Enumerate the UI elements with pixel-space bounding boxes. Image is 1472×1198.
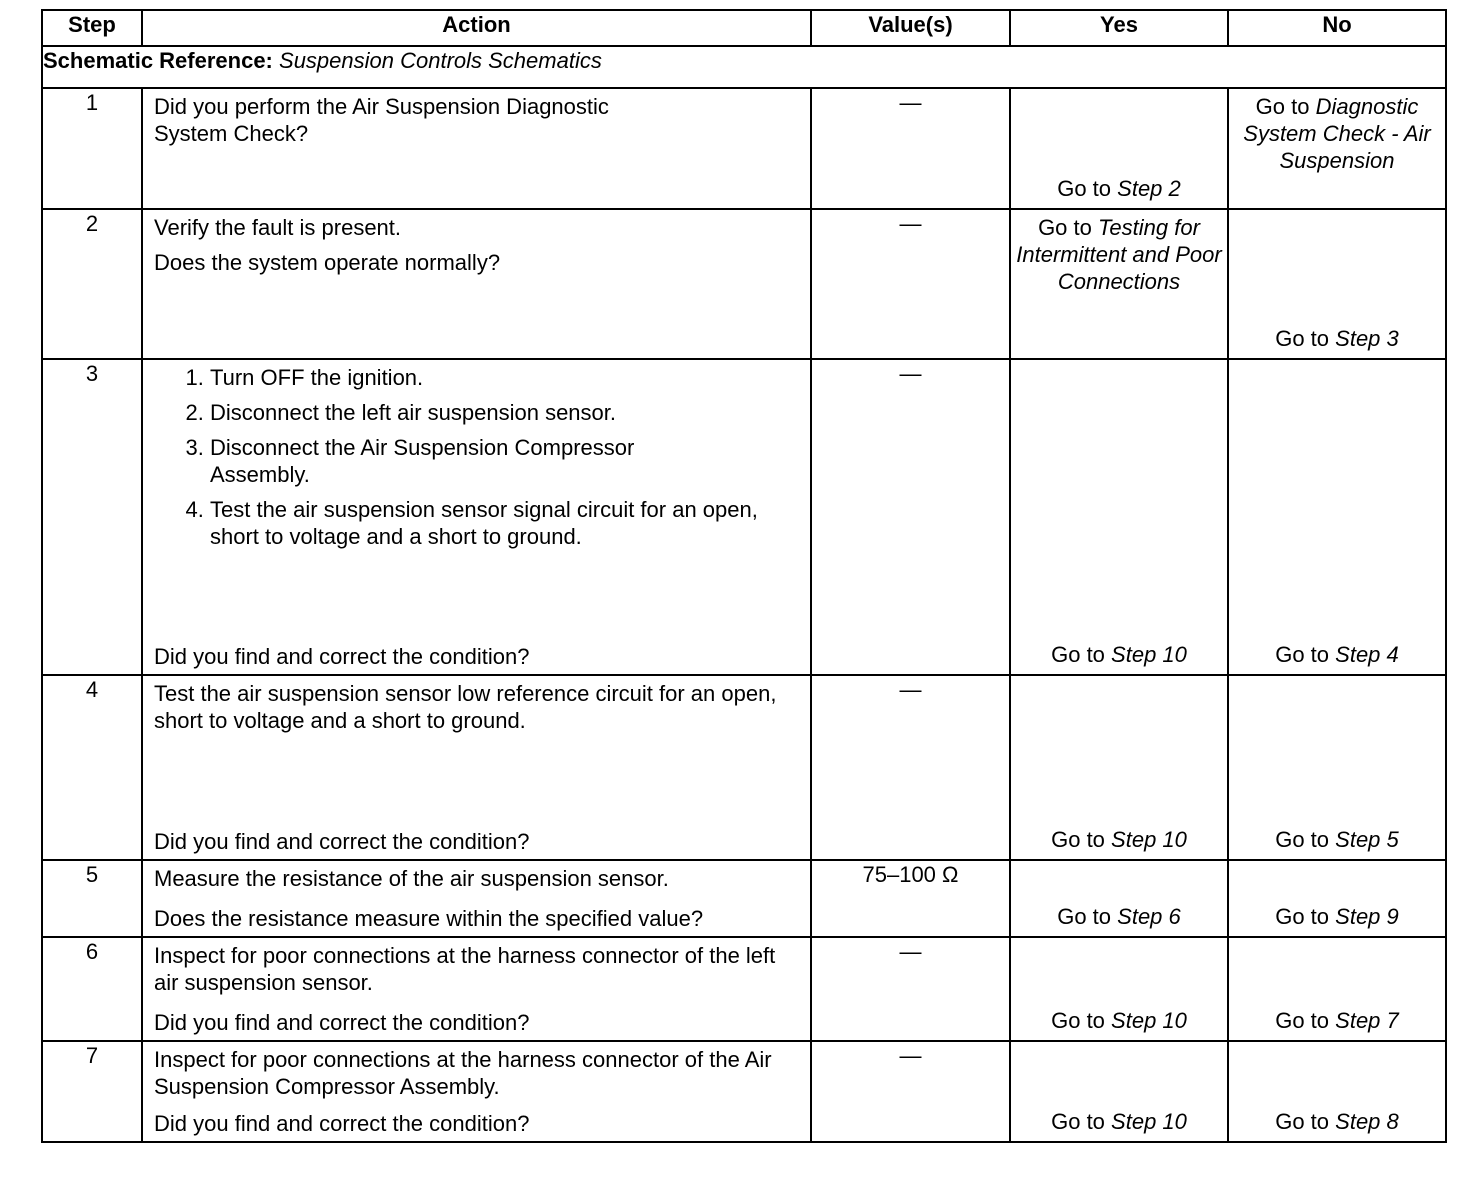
yes-target: Step 10 <box>1111 1008 1187 1033</box>
header-step: Step <box>42 10 142 46</box>
yes-result[interactable] <box>1015 214 1223 295</box>
no-result[interactable] <box>1233 93 1441 174</box>
table-row <box>42 209 1446 359</box>
action-question: Did you find and correct the condition? <box>154 1010 530 1035</box>
table-row <box>42 88 1446 209</box>
no-cell <box>1228 860 1446 937</box>
action-question: Did you find and correct the condition? <box>154 644 530 669</box>
header-no: No <box>1228 10 1446 46</box>
no-cell <box>1228 937 1446 1041</box>
no-result[interactable] <box>1233 1108 1441 1135</box>
no-target: Step 7 <box>1335 1008 1399 1033</box>
go-to-text: Go to <box>1057 176 1112 201</box>
no-cell <box>1228 359 1446 675</box>
value-cell: — <box>811 209 1010 359</box>
go-to-text: Go to <box>1275 1109 1330 1134</box>
no-result[interactable] <box>1233 1007 1441 1034</box>
action-text: Did you perform the Air Suspension Diagnostic System Check? <box>154 94 609 146</box>
action-text: Inspect for poor connections at the harness connector of the Air Suspension Compressor Assembly. <box>154 1047 772 1099</box>
schematic-reference-row <box>42 46 1446 88</box>
no-cell <box>1228 209 1446 359</box>
reference-label: Schematic Reference: <box>43 48 273 73</box>
yes-target: Step 10 <box>1111 642 1187 667</box>
schematic-reference <box>42 46 1446 88</box>
action-text: Inspect for poor connections at the harness connector of the left air suspension sensor. <box>154 943 776 995</box>
yes-target: Testing for Intermittent and Poor Connections <box>1016 215 1222 294</box>
go-to-text: Go to <box>1275 1008 1330 1033</box>
action-text: Measure the resistance of the air suspension sensor. <box>154 866 669 891</box>
action-question: Did you find and correct the condition? <box>154 1111 530 1136</box>
yes-cell <box>1010 1041 1228 1142</box>
table-row <box>42 675 1446 860</box>
yes-result[interactable] <box>1015 1108 1223 1135</box>
no-result[interactable] <box>1233 903 1441 930</box>
header-action: Action <box>142 10 811 46</box>
yes-result[interactable] <box>1015 826 1223 853</box>
go-to-text: Go to <box>1051 1109 1105 1134</box>
action-question: Does the system operate normally? <box>154 250 501 275</box>
go-to-text: Go to <box>1057 904 1112 929</box>
go-to-text: Go to <box>1255 94 1310 119</box>
table-row <box>42 860 1446 937</box>
step-number: 2 <box>42 209 142 359</box>
diagnostic-table <box>41 9 1447 1143</box>
no-result[interactable] <box>1233 641 1441 668</box>
step-number: 4 <box>42 675 142 860</box>
step-number: 6 <box>42 937 142 1041</box>
value-cell: — <box>811 1041 1010 1142</box>
action-question: Did you find and correct the condition? <box>154 829 530 854</box>
substep-list <box>154 364 800 558</box>
list-item: 4. Test the air suspension sensor signal circuit for an open, short to voltage and a short to ground. <box>185 497 758 549</box>
action-cell <box>142 359 811 675</box>
no-target: Step 8 <box>1335 1109 1399 1134</box>
no-cell <box>1228 88 1446 209</box>
go-to-text: Go to <box>1038 215 1092 240</box>
no-result[interactable] <box>1233 325 1441 352</box>
action-cell <box>142 860 811 937</box>
list-item: 2. Disconnect the left air suspension sensor. <box>185 400 617 425</box>
yes-result[interactable] <box>1015 175 1223 202</box>
header-values: Value(s) <box>811 10 1010 46</box>
table-row <box>42 937 1446 1041</box>
yes-target: Step 2 <box>1117 176 1181 201</box>
header-row <box>42 10 1446 46</box>
no-result[interactable] <box>1233 826 1441 853</box>
yes-cell <box>1010 937 1228 1041</box>
step-number: 5 <box>42 860 142 937</box>
value-cell: — <box>811 675 1010 860</box>
table-row <box>42 359 1446 675</box>
no-cell <box>1228 1041 1446 1142</box>
yes-cell <box>1010 88 1228 209</box>
value-cell: — <box>811 359 1010 675</box>
step-number: 1 <box>42 88 142 209</box>
action-cell <box>142 937 811 1041</box>
yes-cell <box>1010 209 1228 359</box>
yes-target: Step 10 <box>1111 1109 1187 1134</box>
go-to-text: Go to <box>1275 827 1330 852</box>
yes-cell <box>1010 675 1228 860</box>
go-to-text: Go to <box>1275 326 1330 351</box>
value-cell: — <box>811 937 1010 1041</box>
action-text: Verify the fault is present. <box>154 215 402 240</box>
no-target: Step 5 <box>1335 827 1399 852</box>
yes-target: Step 10 <box>1111 827 1187 852</box>
no-target: Step 9 <box>1335 904 1399 929</box>
list-item: 1. Turn OFF the ignition. <box>185 365 424 390</box>
reference-link[interactable]: Suspension Controls Schematics <box>279 48 602 73</box>
value-cell: — <box>811 88 1010 209</box>
step-number: 3 <box>42 359 142 675</box>
action-cell <box>142 209 811 359</box>
go-to-text: Go to <box>1051 642 1105 667</box>
action-cell <box>142 1041 811 1142</box>
header-yes: Yes <box>1010 10 1228 46</box>
action-question: Does the resistance measure within the specified value? <box>154 906 704 931</box>
no-target: Diagnostic System Check - Air Suspension <box>1243 94 1431 173</box>
go-to-text: Go to <box>1275 642 1330 667</box>
yes-result[interactable] <box>1015 641 1223 668</box>
yes-result[interactable] <box>1015 903 1223 930</box>
yes-cell <box>1010 860 1228 937</box>
step-number: 7 <box>42 1041 142 1142</box>
go-to-text: Go to <box>1275 904 1330 929</box>
yes-result[interactable] <box>1015 1007 1223 1034</box>
go-to-text: Go to <box>1051 827 1105 852</box>
action-cell <box>142 88 811 209</box>
action-cell <box>142 675 811 860</box>
yes-cell <box>1010 359 1228 675</box>
go-to-text: Go to <box>1051 1008 1105 1033</box>
table-row <box>42 1041 1446 1142</box>
no-target: Step 4 <box>1335 642 1399 667</box>
action-text: Test the air suspension sensor low reference circuit for an open, short to voltage and a short to ground. <box>154 681 777 733</box>
value-cell: 75–100 Ω <box>811 860 1010 937</box>
list-item: 3. Disconnect the Air Suspension Compressor Assembly. <box>185 435 635 487</box>
no-cell <box>1228 675 1446 860</box>
no-target: Step 3 <box>1335 326 1399 351</box>
yes-target: Step 6 <box>1117 904 1181 929</box>
